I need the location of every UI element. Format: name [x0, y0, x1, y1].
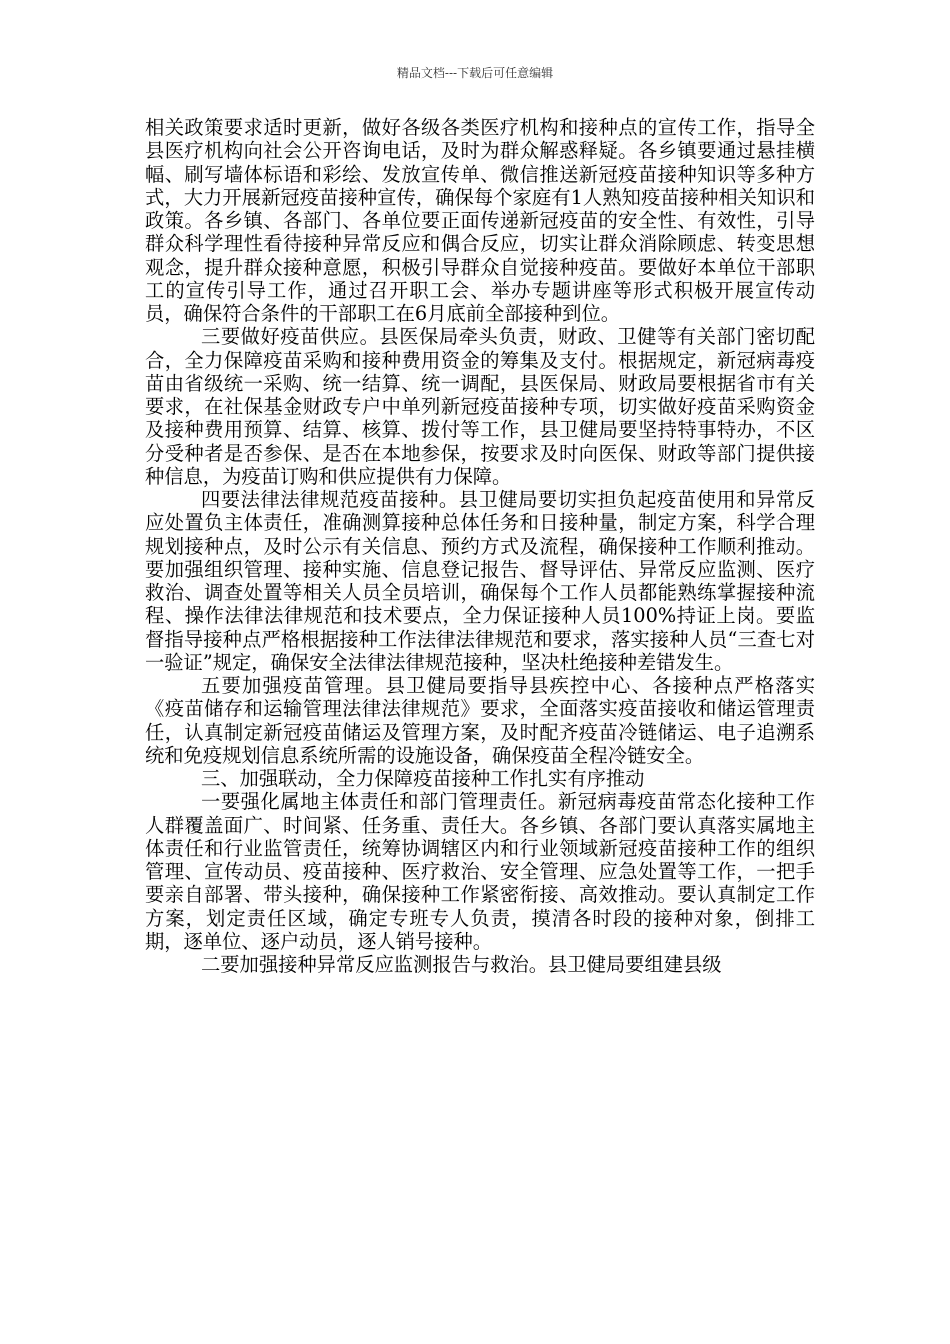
paragraph-vaccine-supply: 三要做好疫苗供应。县医保局牵头负责，财政、卫健等有关部门密切配合，全力保障疫苗采购和接种费用资金的筹集及支付。根据规定，新冠病毒疫苗由省级统一采购、统一结算、统一调配，县医保局、财政局要根据省市有关要求，在社保基金财政专户中单列新冠疫苗接种专项，切实做好疫苗采购资金及接种费用预算、结算、核算、拨付等工作，县卫健局要坚持特事特办，不区分受种者是否参保、是否在本地参保，按要求及时向医保、财政等部门提供接种信息，为疫苗订购和供应提供有力保障。 [145, 325, 815, 488]
paragraph-publicity-continued: 相关政策要求适时更新，做好各级各类医疗机构和接种点的宣传工作，指导全县医疗机构向社会公开咨询电话，及时为群众解惑释疑。各乡镇要通过悬挂横幅、刷写墙体标语和彩绘、发放宣传单、微信推送新冠疫苗接种知识等多种方式，大力开展新冠疫苗接种宣传，确保每个家庭有1人熟知疫苗接种相关知识和政策。各乡镇、各部门、各单位要正面传递新冠疫苗的安全性、有效性，引导群众科学理性看待接种异常反应和偶合反应，切实让群众消除顾虑、转变思想观念，提升群众接种意愿，积极引导群众自觉接种疫苗。要做好本单位干部职工的宣传引导工作，通过召开职工会、举办专题讲座等形式积极开展宣传动员，确保符合条件的干部职工在6月底前全部接种到位。 [145, 116, 815, 325]
paragraph-standardized-vaccination: 四要法律法律规范疫苗接种。县卫健局要切实担负起疫苗使用和异常反应处置负主体责任，准确测算接种总体任务和日接种量，制定方案，科学合理规划接种点，及时公示有关信息、预约方式及流程，确保接种工作顺利推动。要加强组织管理、接种实施、信息登记报告、督导评估、异常反应监测、医疗救治、调查处置等相关人员全员培训，确保每个工作人员都能熟练掌握接种流程、操作法律法律规范和技术要点，全力保证接种人员100%持证上岗。要监督指导接种点严格根据接种工作法律法律规范和要求，落实接种人员“三查七对一验证”规定，确保安全法律法律规范接种，坚决杜绝接种差错发生。 [145, 488, 815, 674]
paragraph-territorial-responsibility: 一要强化属地主体责任和部门管理责任。新冠病毒疫苗常态化接种工作人群覆盖面广、时间紧、任务重、责任大。各乡镇、各部门要认真落实属地主体责任和行业监管责任，统筹协调辖区内和行业领域新冠疫苗接种工作的组织管理、宣传动员、疫苗接种、医疗救治、安全管理、应急处置等工作，一把手要亲自部署、带头接种，确保接种工作紧密衔接、高效推动。要认真制定工作方案，划定责任区域，确定专班专人负责，摸清各时段的接种对象，倒排工期，逐单位、逐户动员，逐人销号接种。 [145, 790, 815, 953]
page-header: 精品文档---下载后可任意编辑 [396, 66, 554, 80]
paragraph-adverse-reaction-monitoring: 二要加强接种异常反应监测报告与救治。县卫健局要组建县级 [201, 953, 722, 976]
document-body [145, 116, 815, 976]
paragraph-vaccine-management: 五要加强疫苗管理。县卫健局要指导县疾控中心、各接种点严格落实《疫苗储存和运输管理法律法律规范》要求，全面落实疫苗接收和储运管理责任，认真制定新冠疫苗储运及管理方案，及时配齐疫苗冷链储运、电子追溯系统和免疫规划信息系统所需的设施设备，确保疫苗全程冷链安全。 [145, 674, 815, 767]
section-heading-linkage: 三、加强联动，全力保障疫苗接种工作扎实有序推动 [201, 767, 645, 790]
